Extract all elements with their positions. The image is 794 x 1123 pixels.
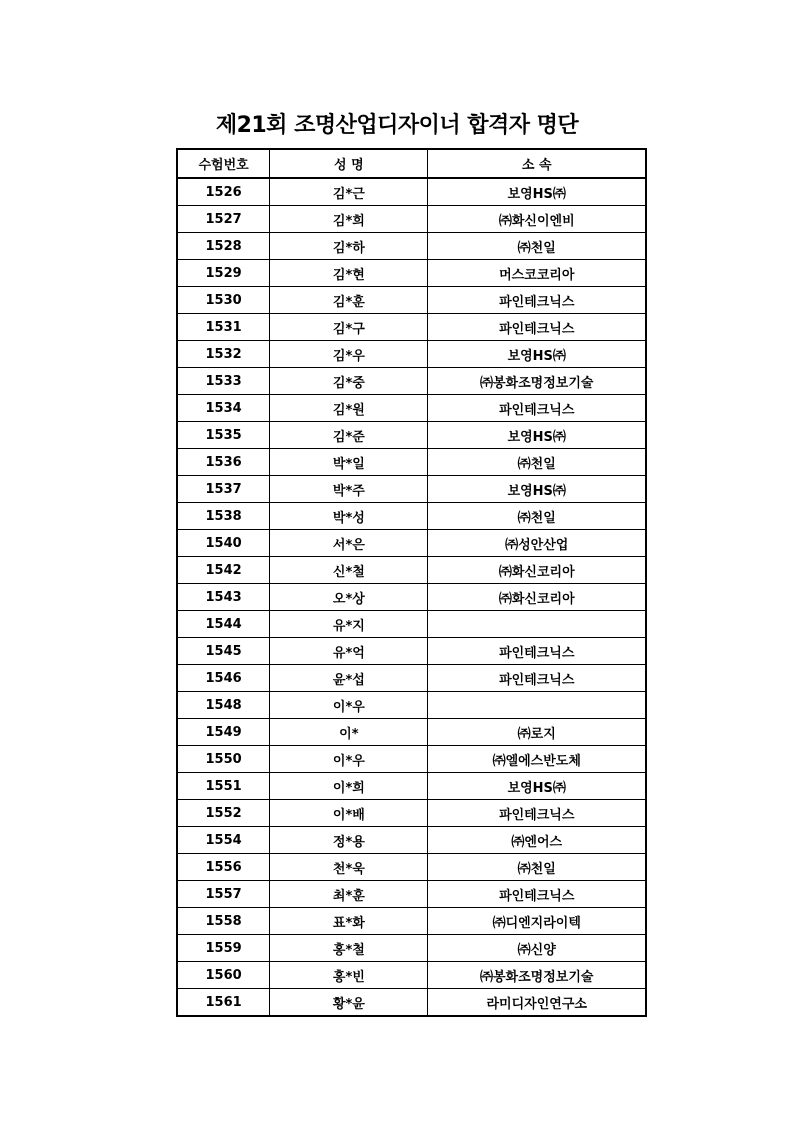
table-row (177, 692, 646, 719)
cell-affiliation: ㈜화신코리아 (428, 557, 646, 584)
cell-number: 1538 (177, 503, 270, 530)
cell-affiliation: ㈜천일 (428, 233, 646, 260)
table-row (177, 503, 646, 530)
table-row (177, 854, 646, 881)
table-row (177, 908, 646, 935)
cell-name: 이*우 (270, 692, 428, 719)
cell-name: 오*상 (270, 584, 428, 611)
cell-name: 서*은 (270, 530, 428, 557)
cell-affiliation: 파인테크닉스 (428, 665, 646, 692)
cell-number: 1535 (177, 422, 270, 449)
cell-name: 이*배 (270, 800, 428, 827)
page-title: 제21회 조명산업디자이너 합격자 명단 (215, 113, 579, 138)
cell-number: 1546 (177, 665, 270, 692)
table-row (177, 422, 646, 449)
cell-number: 1558 (177, 908, 270, 935)
table-row (177, 395, 646, 422)
cell-affiliation: 파인테크닉스 (428, 395, 646, 422)
cell-number: 1545 (177, 638, 270, 665)
cell-name: 표*화 (270, 908, 428, 935)
cell-name: 김*구 (270, 314, 428, 341)
cell-name: 홍*빈 (270, 962, 428, 989)
table-row (177, 449, 646, 476)
cell-affiliation: ㈜봉화조명정보기술 (428, 962, 646, 989)
cell-number: 1550 (177, 746, 270, 773)
cell-affiliation: ㈜천일 (428, 503, 646, 530)
cell-number: 1534 (177, 395, 270, 422)
cell-name: 홍*철 (270, 935, 428, 962)
cell-affiliation (428, 611, 646, 638)
cell-number: 1554 (177, 827, 270, 854)
table-row (177, 800, 646, 827)
cell-name: 김*근 (270, 178, 428, 206)
cell-affiliation: 파인테크닉스 (428, 800, 646, 827)
cell-affiliation: ㈜디엔지라이텍 (428, 908, 646, 935)
cell-affiliation: 라미디자인연구소 (428, 989, 646, 1017)
cell-name: 최*훈 (270, 881, 428, 908)
cell-number: 1528 (177, 233, 270, 260)
cell-number: 1551 (177, 773, 270, 800)
cell-name: 신*철 (270, 557, 428, 584)
cell-number: 1542 (177, 557, 270, 584)
cell-number: 1557 (177, 881, 270, 908)
table-row (177, 314, 646, 341)
cell-name: 김*중 (270, 368, 428, 395)
cell-number: 1532 (177, 341, 270, 368)
table-row (177, 206, 646, 233)
cell-affiliation: ㈜로지 (428, 719, 646, 746)
cell-affiliation: 보영HS㈜ (428, 178, 646, 206)
cell-name: 황*윤 (270, 989, 428, 1017)
cell-affiliation: 보영HS㈜ (428, 341, 646, 368)
cell-number: 1552 (177, 800, 270, 827)
table-row (177, 368, 646, 395)
cell-name: 김*준 (270, 422, 428, 449)
roster-table (176, 148, 647, 1017)
cell-affiliation (428, 692, 646, 719)
cell-affiliation: 보영HS㈜ (428, 773, 646, 800)
cell-affiliation: 파인테크닉스 (428, 314, 646, 341)
table-row (177, 584, 646, 611)
cell-name: 김*훈 (270, 287, 428, 314)
table-row (177, 746, 646, 773)
cell-affiliation: ㈜천일 (428, 449, 646, 476)
cell-number: 1559 (177, 935, 270, 962)
cell-name: 유*지 (270, 611, 428, 638)
cell-name: 이* (270, 719, 428, 746)
table-row (177, 881, 646, 908)
cell-number: 1560 (177, 962, 270, 989)
cell-affiliation: ㈜엔어스 (428, 827, 646, 854)
cell-affiliation: 머스코코리아 (428, 260, 646, 287)
table-row (177, 178, 646, 206)
cell-affiliation: ㈜신양 (428, 935, 646, 962)
cell-number: 1536 (177, 449, 270, 476)
table-row (177, 719, 646, 746)
cell-name: 이*희 (270, 773, 428, 800)
cell-number: 1527 (177, 206, 270, 233)
table-row (177, 665, 646, 692)
table-row (177, 935, 646, 962)
cell-affiliation: 파인테크닉스 (428, 638, 646, 665)
cell-number: 1533 (177, 368, 270, 395)
cell-affiliation: ㈜천일 (428, 854, 646, 881)
header-number: 수험번호 (177, 149, 270, 178)
cell-affiliation: 보영HS㈜ (428, 422, 646, 449)
cell-number: 1537 (177, 476, 270, 503)
table-row (177, 827, 646, 854)
cell-name: 김*우 (270, 341, 428, 368)
cell-affiliation: 파인테크닉스 (428, 881, 646, 908)
cell-number: 1540 (177, 530, 270, 557)
table-header-row (177, 149, 646, 178)
cell-number: 1556 (177, 854, 270, 881)
header-name: 성 명 (270, 149, 428, 178)
cell-name: 박*성 (270, 503, 428, 530)
cell-number: 1548 (177, 692, 270, 719)
cell-name: 김*현 (270, 260, 428, 287)
cell-name: 김*하 (270, 233, 428, 260)
cell-affiliation: ㈜화신코리아 (428, 584, 646, 611)
header-affiliation: 소 속 (428, 149, 646, 178)
table-row (177, 341, 646, 368)
table-row (177, 233, 646, 260)
cell-name: 이*우 (270, 746, 428, 773)
cell-name: 윤*섭 (270, 665, 428, 692)
table-row (177, 773, 646, 800)
cell-number: 1529 (177, 260, 270, 287)
cell-affiliation: ㈜엘에스반도체 (428, 746, 646, 773)
cell-affiliation: 파인테크닉스 (428, 287, 646, 314)
cell-number: 1544 (177, 611, 270, 638)
cell-affiliation: ㈜화신이엔비 (428, 206, 646, 233)
table-row (177, 638, 646, 665)
cell-name: 유*억 (270, 638, 428, 665)
cell-number: 1561 (177, 989, 270, 1017)
cell-number: 1543 (177, 584, 270, 611)
cell-affiliation: 보영HS㈜ (428, 476, 646, 503)
table-row (177, 287, 646, 314)
cell-name: 천*욱 (270, 854, 428, 881)
cell-number: 1531 (177, 314, 270, 341)
cell-name: 정*용 (270, 827, 428, 854)
table-row (177, 260, 646, 287)
table-row (177, 476, 646, 503)
roster-body (177, 178, 646, 1016)
cell-name: 박*일 (270, 449, 428, 476)
table-row (177, 557, 646, 584)
cell-name: 김*원 (270, 395, 428, 422)
table-row (177, 611, 646, 638)
table-row (177, 989, 646, 1017)
cell-affiliation: ㈜성안산업 (428, 530, 646, 557)
table-row (177, 530, 646, 557)
cell-number: 1526 (177, 178, 270, 206)
cell-affiliation: ㈜봉화조명정보기술 (428, 368, 646, 395)
cell-name: 박*주 (270, 476, 428, 503)
table-row (177, 962, 646, 989)
cell-number: 1549 (177, 719, 270, 746)
cell-name: 김*희 (270, 206, 428, 233)
cell-number: 1530 (177, 287, 270, 314)
